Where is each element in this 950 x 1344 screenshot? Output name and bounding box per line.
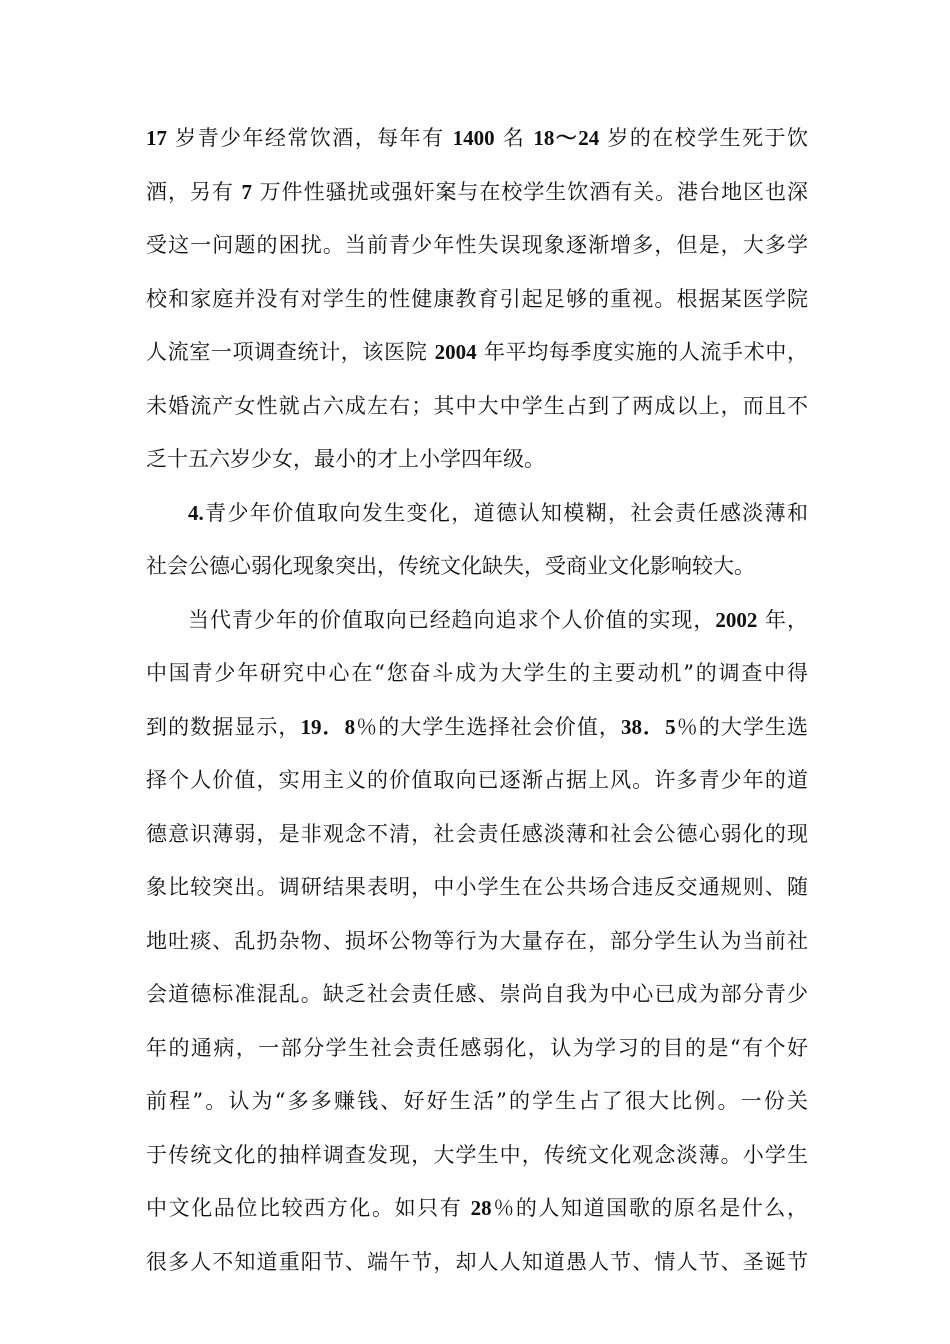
- text-run: 于传统文化的抽样调查发现，大学生中，传统文化观念淡薄。小学生: [146, 1142, 808, 1167]
- bold-number: 7: [241, 179, 253, 204]
- text-line: [146, 861, 808, 915]
- text-line: [146, 166, 808, 220]
- text-run: 未婚流产女性就占六成左右；其中大中学生占到了两成以上，而且不: [146, 393, 808, 418]
- text-run: 地吐痰、乱扔杂物、损坏公物等行为大量存在，部分学生认为当前社: [146, 928, 808, 953]
- text-run: ％的大学生选择社会价值，: [355, 714, 621, 739]
- paragraph-value-orientation: [146, 594, 808, 1290]
- text-run: 德意识薄弱，是非观念不清，社会责任感淡薄和社会公德心弱化的现: [146, 821, 808, 846]
- text-line: [146, 915, 808, 969]
- text-run: 社会公德心弱化现象突出，传统文化缺失，受商业文化影响较大。: [146, 554, 755, 578]
- text-run: 很多人不知道重阳节、端午节，却人人知道愚人节、情人节、圣诞节: [146, 1249, 808, 1274]
- text-run: 酒，另有: [146, 179, 242, 204]
- text-run: 名: [494, 126, 534, 150]
- text-run: 当代青少年的价值取向已经趋向追求个人价值的实现，: [188, 607, 716, 632]
- text-run: 岁的在校学生死于饮: [599, 126, 808, 150]
- text-run: 择个人价值，实用主义的价值取向已逐渐占据上风。许多青少年的道: [146, 768, 808, 792]
- paragraph-sexual-health: [146, 112, 808, 487]
- text-run: 会道德标准混乱。缺乏社会责任感、崇尚自我为中心已成为部分青少: [146, 982, 808, 1006]
- text-run: ％的大学生选: [675, 714, 808, 739]
- bold-number: 2002: [715, 607, 758, 632]
- text-line: [146, 540, 808, 594]
- text-line: [146, 701, 808, 755]
- text-run: 前程”。认为“多多赚钱、好好生活”的学生占了很大比例。一份关: [146, 1089, 808, 1113]
- text-line: [146, 487, 808, 541]
- text-run: 校和家庭并没有对学生的性健康教育引起足够的重视。根据某医学院: [146, 286, 808, 311]
- text-run: 中文化品位比较西方化。如只有: [146, 1196, 471, 1220]
- text-line: [146, 112, 808, 166]
- bold-number: 4.: [188, 500, 204, 525]
- text-run: 年平均每季度实施的人流手术中，: [476, 340, 808, 364]
- bold-number: 17: [146, 126, 167, 150]
- text-line: [146, 754, 808, 808]
- text-run: 中国青少年研究中心在“您奋斗成为大学生的主要动机”的调查中得: [146, 661, 808, 685]
- text-line: [146, 1022, 808, 1076]
- text-line: [146, 1236, 808, 1290]
- text-line: [146, 219, 808, 273]
- text-line: [146, 808, 808, 862]
- text-line: [146, 1182, 808, 1236]
- bold-number: 1400: [452, 126, 495, 150]
- text-run: 人流室一项调查统计，该医院: [146, 340, 435, 364]
- text-line: [146, 968, 808, 1022]
- text-line: [146, 326, 808, 380]
- document-page: [146, 112, 808, 1289]
- text-run: 到的数据显示，: [146, 714, 301, 739]
- text-line: [146, 433, 808, 487]
- bold-number: 18～24: [533, 126, 600, 150]
- bold-number: 28: [470, 1196, 492, 1220]
- text-run: 受这一问题的困扰。当前青少年性失误现象逐渐增多，但是，大多学: [146, 233, 808, 257]
- text-line: [146, 1129, 808, 1183]
- text-run: ％的人知道国歌的原名是什么，: [491, 1196, 808, 1220]
- text-run: 年的通病，一部分学生社会责任感弱化，认为学习的目的是“有个好: [146, 1035, 808, 1060]
- text-run: 岁青少年经常饮酒，每年有: [167, 126, 453, 150]
- text-line: [146, 1075, 808, 1129]
- text-run: 象比较突出。调研结果表明，中小学生在公共场合违反交通规则、随: [146, 875, 808, 899]
- text-run: 年，: [757, 607, 808, 632]
- text-run: 青少年价值取向发生变化，道德认知模糊，社会责任感淡薄和: [203, 500, 808, 525]
- text-line: [146, 594, 808, 648]
- text-line: [146, 380, 808, 434]
- text-line: [146, 647, 808, 701]
- text-run: 万件性骚扰或强奸案与在校学生饮酒有关。港台地区也深: [252, 179, 808, 204]
- bold-number: 38．5: [620, 714, 676, 739]
- text-run: 乏十五六岁少女，最小的才上小学四年级。: [146, 447, 545, 471]
- heading-value-orientation: [146, 487, 808, 594]
- text-line: [146, 273, 808, 327]
- bold-number: 19．8: [300, 714, 356, 739]
- bold-number: 2004: [434, 340, 477, 364]
